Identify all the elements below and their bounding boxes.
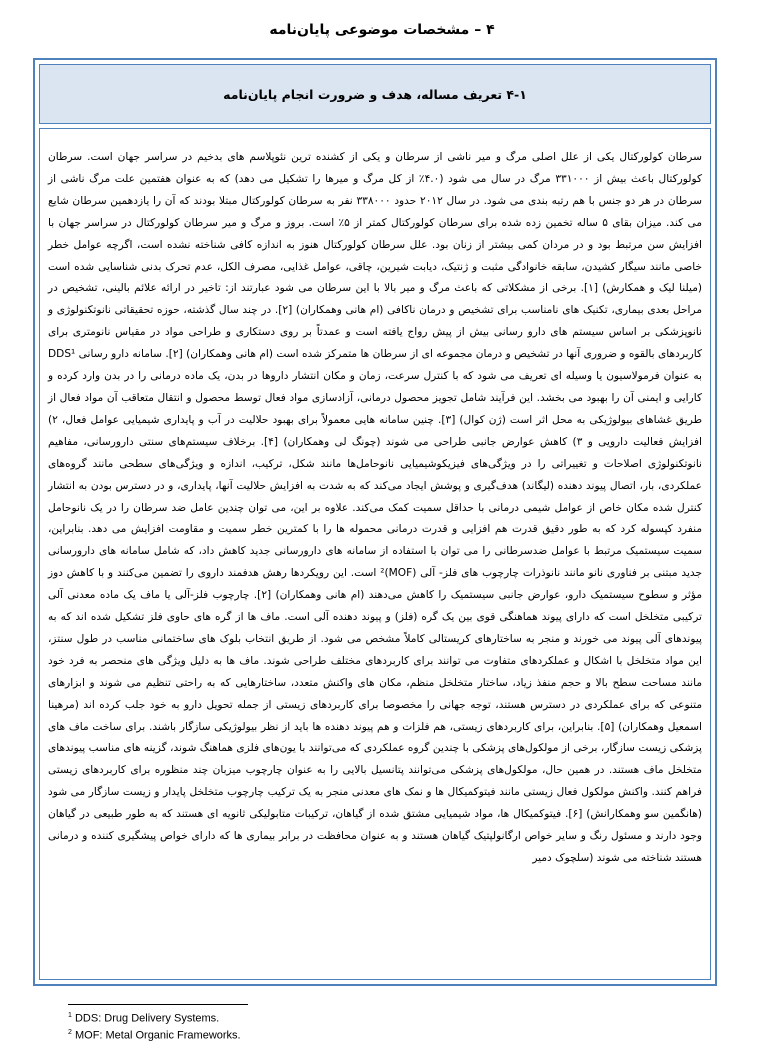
footnote-2 — [68, 1029, 241, 1042]
footnote-1 — [68, 1012, 219, 1025]
section-title: ۴-۱ تعریف مساله، هدف و ضرورت انجام پایان‌نامه — [223, 86, 527, 102]
footnote-divider — [68, 1004, 248, 1005]
section-box — [33, 58, 717, 986]
footnote-text: MOF: Metal Organic Frameworks. — [74, 1029, 241, 1042]
section-header — [39, 64, 711, 124]
footnote-number: 2 — [68, 1029, 72, 1036]
section-body — [39, 128, 711, 980]
footnote-number: 1 — [68, 1012, 72, 1019]
page-title: ۴ – مشخصات موضوعی پایان‌نامه — [269, 22, 495, 38]
footnote-text: DDS: Drug Delivery Systems. — [74, 1012, 220, 1025]
body-paragraph: سرطان کولورکتال یکی از علل اصلی مرگ و میر ناشی از سرطان و یکی از کشنده ترین نئوپلاسم های بدخیم در سراسر جهان است. سرطان کولورکتال باعث بیش از ۳۳۱۰۰۰ مرگ در سال می شود (۴.۰٪ از کل مرگ و میرها را تشکیل می دهد) که به عنوان هفتمین علت مرگ ناشی از سرطان در هر دو جنس با هم رتبه بندی می شود. در سال ۲۰۱۲ حدود ۳۳۸۰۰۰ نفر به سرطان کولورکتال مبتلا بودند که آن را یازدهمین سرطان شایع می کند. میزان بقای ۵ ساله تخمین زده شده برای سرطان کولورکتال کمتر از ۵٪ است. بروز و مرگ و میر سرطان کولورکتال در سراسر جهان با افزایش سن مرتبط بود و در مردان کمی بیشتر از زنان بود. علل سرطان کولورکتال هنوز به اندازه کافی شناخته نشده است، اگرچه عوامل خطر خاصی مانند سیگار کشیدن، سابقه خانوادگی مثبت و ژنتیک، دیابت شیرین، چاقی، عوامل غذایی، مصرف الکل، عدم تحرک بدنی شناسایی شده است (میلنا لیک و همکارش) [۱]. برخی از مشکلاتی که باعث مرگ و میر بالا با این سرطان می شود عبارتند از: تاخیر در ارائه علائم بالینی، تشخیص در مراحل بعدی بیماری، تکنیک های نامناسب برای تشخیص و درمان ناکافی (ام هانی وهمکاران) [۲]. در چند سال گذشته، حوزه تحقیقاتی نانوتکنولوژی و نانوپزشکی بر اساس سیستم های دارو رسانی بیش از پیش رواج یافته است و عمدتاً بر روی دستکاری و طراحی مواد در مقیاس نانومتری برای کاربردهای بالقوه و ضروری آنها در تشخیص و درمان مجموعه ای از سرطان ها متمرکز شده است (ام هانی وهمکاران) [۲]. سامانه دارو رسانی DDS¹ به عنوان فرمولاسیون یا وسیله ای تعریف می شود که با کنترل سرعت، زمان و مکان انتشار داروها در بدن، یک ماده درمانی را در بدن وارد کرده و کارایی و ایمنی آن را بهبود می بخشد. این فرآیند شامل تجویز محصول درمانی، آزادسازی مواد فعال توسط محصول و انتقال متعاقب آن مواد فعال از طریق غشاهای بیولوژیکی به محل اثر است (ژن کوال) [۳]. چنین سامانه هایی معمولاً برای بهبود حلالیت در آب و پایداری شیمیایی عوامل فعال، ۲) افزایش فعالیت دارویی و ۳) کاهش عوارض جانبی طراحی می شوند (چونگ لی وهمکاران) [۴]. برخلاف سیستم‌های سنتی دارورسانی، مفاهیم نانوتکنولوژی اصلاحات و تغییراتی را در ویژگی‌های فیزیکوشیمیایی نانوحامل‌ها مانند شکل، ترکیب، اندازه و ویژگی‌های سطحی مانند گروه‌های عملکردی، بار، اتصال پیوند دهنده (لیگاند) هدف‌گیری و پوشش ایجاد می‌کند که به شدت به افزایش حلالیت آنها، پایداری، و در دسترس بودن به انتشار کنترل شده مکان خاص از عوامل شیمی درمانی با حداقل سمیت کمک می‌کند. علاوه بر این، می توان چندین عامل ضد سرطان را در یک نانوحامل منفرد کپسوله کرد که به طور دقیق قدرت هم افزایی و قدرت درمانی محموله ها را با کمترین خطر سمیت و مقاومت افزایش می دهد. بنابراین، سمیت سیستمیک مرتبط با عوامل ضدسرطانی را می توان با استفاده از سامانه های دارورسانی جدید کاهش داد، که شامل سامانه های دارورسانی جدید مبتنی بر فناوری نانو مانند نانوذرات چارچوب های فلز- آلی (MOF)² است. این رویکردها رهش هدفمند داروی را تضمین می‌کنند و با کاهش دوز مؤثر و سطوح سیستمیک دارو، عوارض جانبی سیستمیک را کاهش می‌دهند (ام هانی وهمکاران) [۲]. چارچوب فلز-آلی یا ماف یک ماده معدنی آلی ترکیبی متخلخل است که دارای پیوند هماهنگی قوی بین یک گره (فلز) و پیوند دهنده آلی است. ماف ها از گره های حاوی فلز تشکیل شده اند که به پیوندهای آلی پیوند می خورند و منجر به ساختارهای کریستالی کاملاً مشخص می شود. از طریق انتخاب بلوک های ساختمانی مناسب در طول سنتز، این مواد متخلخل با اشکال و عملکردهای متفاوت می توانند برای کاربردهای مختلف طراحی شوند. ماف ها به دلیل ویژگی های منحصر به فرد خود مانند مساحت سطح بالا و حجم منفذ زیاد، ساختار متخلخل منظم، مکان های واکنش متعدد، ساختارهایی که به راحتی تنظیم می شوند و ابزارهای متنوعی که برای عملکردی در دسترس هستند، توجه جهانی را مخصوصا برای کاربردهای زیستی از جمله تحویل دارو به خود جلب کرده اند (مرهینا اسمعیل وهمکاران) [۵]. بنابراین، برای کاربردهای زیستی، هم فلزات و هم پیوند دهنده ها باید از نظر بیولوژیکی سازگار باشند. برای ساخت ماف های پزشکی زیست سازگار، برخی از مولکول‌های پزشکی با چندین گروه عملکردی که می‌توانند با یون‌های فلزی هماهنگ شوند، گزینه های مناسب پیوندهای متخلخل ماف هستند. در همین حال، مولکول‌های پزشکی می‌توانند پتانسیل بالایی را به عنوان چارچوب میزبان چند منظوره برای کاربردهای زیستی فراهم کنند. واکنش مولکول فعال زیستی مانند فیتوکمیکال ها و نمک های معدنی منجر به یک ترکیب چارچوب متخلخل پایدار و زیست سازگار می شود (هانگمین سو وهمکارانش) [۶]. فیتوکمیکال ها، مواد شیمیایی مشتق شده از گیاهان، ترکیبات متابولیکی ثانویه ای هستند که به طور طبیعی در گیاهان وجود دارند و مسئول رنگ و سایر خواص ارگانولپتیک گیاهان هستند و به عنوان محافظت در برابر بیماری ها که دارای خواص پیشگیری کننده و درمانی هستند شناخته می شوند (سلچوک دمیر — [48, 151, 703, 864]
